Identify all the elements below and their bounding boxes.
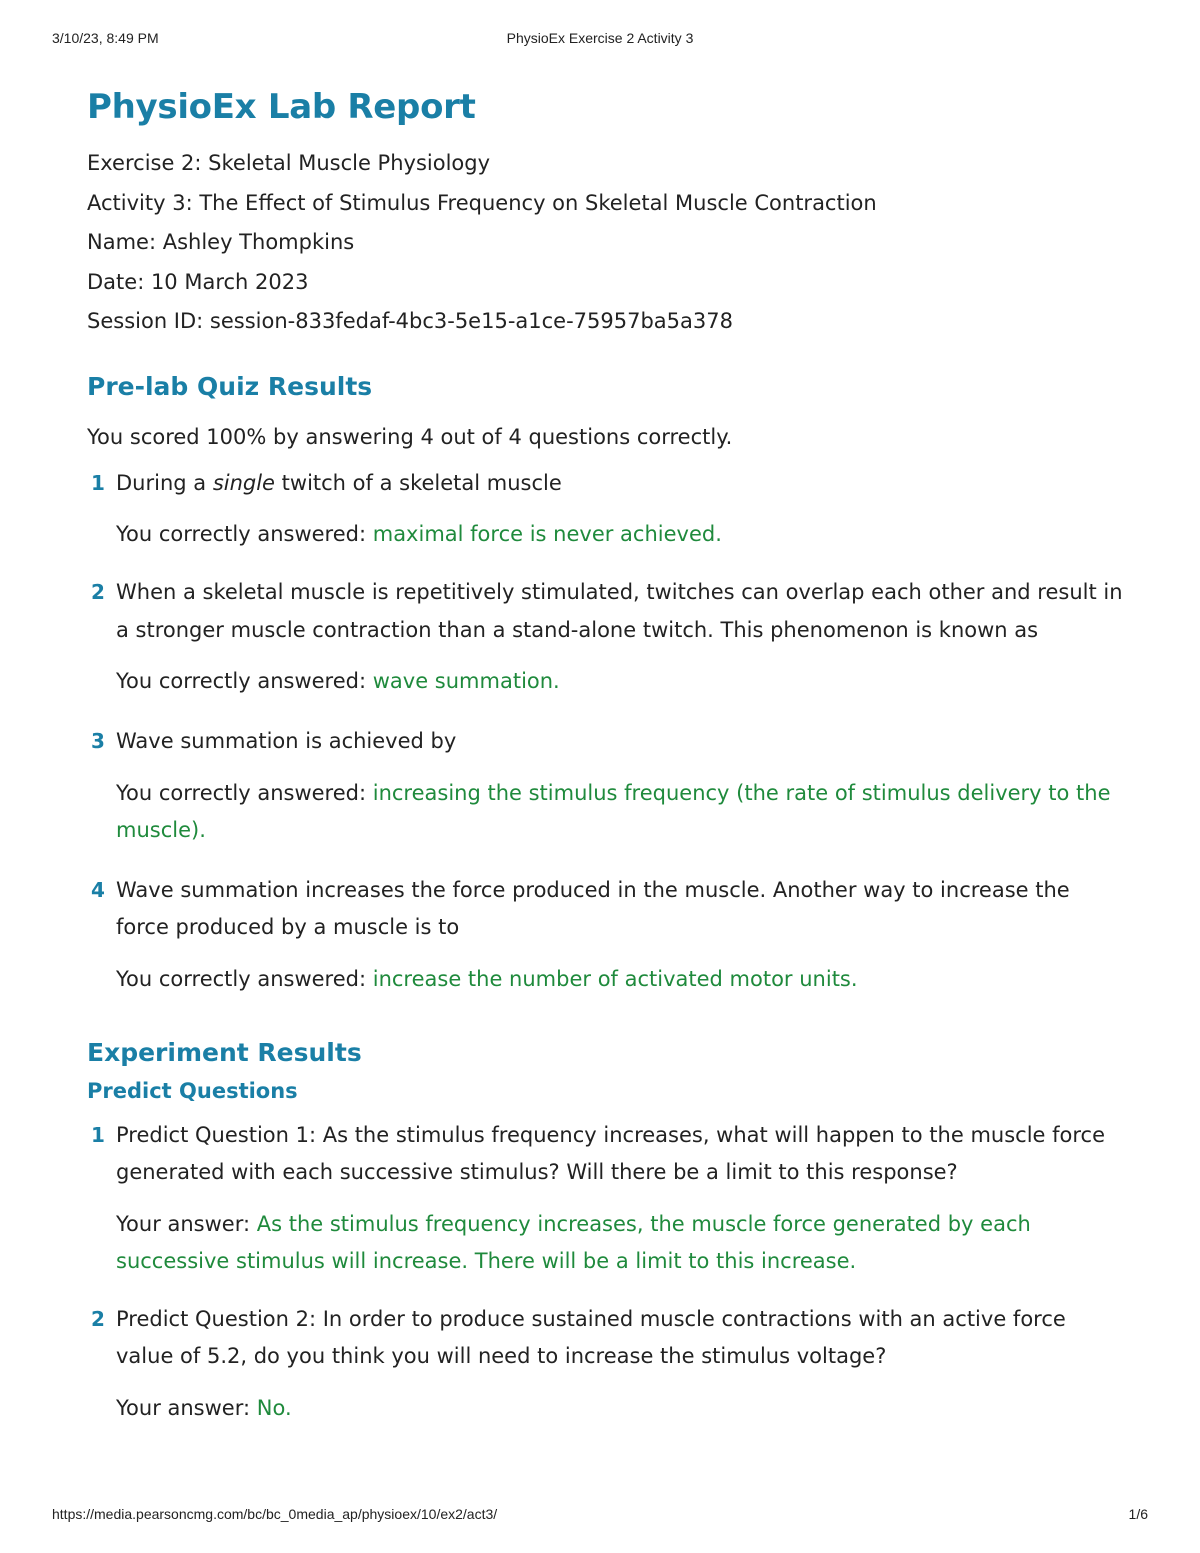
answer-line xyxy=(116,1390,1127,1427)
question-text: During a single twitch of a skeletal muscle xyxy=(116,470,562,495)
question-number: 2 xyxy=(91,1306,105,1331)
report-title: PhysioEx Lab Report xyxy=(87,87,476,127)
question-text: Predict Question 2: In order to produce sustained muscle contractions with an active force value of 5.2, do you think you will need to increase the stimulus voltage? xyxy=(116,1306,1066,1368)
answer-value: increase the number of activated motor units. xyxy=(372,966,858,991)
list-item xyxy=(87,574,1127,700)
answer-prefix: You correctly answered: xyxy=(116,669,373,693)
prelab-heading: Pre-lab Quiz Results xyxy=(87,371,373,401)
emphasis-single: single xyxy=(212,470,275,495)
activity-line: Activity 3: The Effect of Stimulus Frequency on Skeletal Muscle Contraction xyxy=(87,190,877,215)
report-meta xyxy=(87,144,1127,342)
answer-prefix: You correctly answered: xyxy=(116,966,373,991)
question-number: 4 xyxy=(91,877,105,902)
print-footer xyxy=(0,1506,1200,1526)
answer-prefix: You correctly answered: xyxy=(116,522,373,546)
page-number: 1/6 xyxy=(1128,1506,1148,1522)
print-url: https://media.pearsoncmg.com/bc/bc_0media_ap/physioex/10/ex2/act3/ xyxy=(52,1506,498,1522)
answer-prefix: Your answer: xyxy=(116,1395,257,1420)
session-id-line: Session ID: session-833fedaf-4bc3-5e15-a1ce-75957ba5a378 xyxy=(87,309,733,333)
predict-questions-heading: Predict Questions xyxy=(87,1078,298,1103)
list-item xyxy=(87,723,1127,849)
exercise-line: Exercise 2: Skeletal Muscle Physiology xyxy=(87,151,491,175)
question-text: Wave summation is achieved by xyxy=(116,729,457,753)
print-header xyxy=(0,30,1200,50)
print-title: PhysioEx Exercise 2 Activity 3 xyxy=(506,30,694,46)
question-number: 1 xyxy=(91,470,105,495)
report-content xyxy=(87,84,1127,1427)
answer-value: wave summation. xyxy=(372,669,560,693)
answer-prefix: You correctly answered: xyxy=(116,780,373,805)
answer-line xyxy=(116,961,1127,998)
list-item xyxy=(87,465,1127,554)
list-item xyxy=(87,1301,1127,1427)
question-text: Wave summation increases the force produced in the muscle. Another way to increase the force produced by a muscle is to xyxy=(116,877,1070,939)
question-number: 3 xyxy=(91,729,105,753)
answer-line xyxy=(116,663,1127,700)
prelab-section xyxy=(87,370,1127,998)
question-text: When a skeletal muscle is repetitively stimulated, twitches can overlap each other and result in a stronger muscle contraction than a stand-alone twitch. This phenomenon is known as xyxy=(116,580,1123,642)
prelab-question-list xyxy=(87,465,1127,998)
question-text: Predict Question 1: As the stimulus frequency increases, what will happen to the muscle force generated with each successive stimulus? Will there be a limit to this response? xyxy=(116,1122,1105,1184)
answer-line xyxy=(116,1206,1127,1280)
question-number: 2 xyxy=(91,580,105,604)
print-datetime: 3/10/23, 8:49 PM xyxy=(52,30,159,46)
question-number: 1 xyxy=(91,1122,105,1147)
list-item xyxy=(87,1117,1127,1280)
experiment-heading: Experiment Results xyxy=(87,1037,362,1067)
answer-value: As the stimulus frequency increases, the muscle force generated by each successive stimulus will increase. There will be a limit to this increase. xyxy=(116,1211,1031,1273)
answer-line xyxy=(116,516,1127,553)
date-line: Date: 10 March 2023 xyxy=(87,269,309,294)
answer-value: increasing the stimulus frequency (the rate of stimulus delivery to the muscle). xyxy=(116,780,1111,842)
list-item xyxy=(87,872,1127,998)
prelab-score: You scored 100% by answering 4 out of 4 questions correctly. xyxy=(87,424,733,449)
name-line: Name: Ashley Thompkins xyxy=(87,230,355,254)
experiment-section xyxy=(87,1036,1127,1427)
answer-prefix: Your answer: xyxy=(116,1211,257,1236)
predict-question-list xyxy=(87,1117,1127,1427)
answer-value: No. xyxy=(256,1395,292,1420)
answer-value: maximal force is never achieved. xyxy=(372,522,722,546)
answer-line xyxy=(116,775,1127,849)
